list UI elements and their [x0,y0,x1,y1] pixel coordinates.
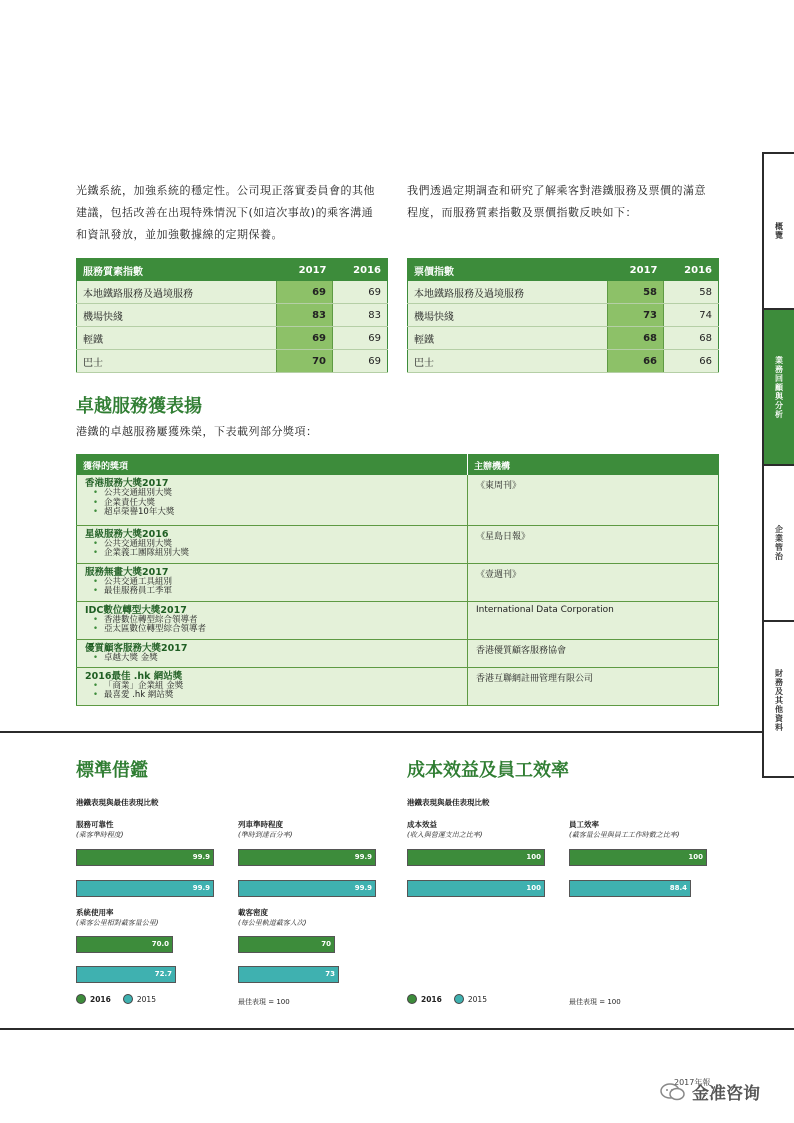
award-organizer: International Data Corporation [468,601,719,639]
row-label: 巴士 [408,350,608,373]
award-title: 優質顧客服務大獎2017 [85,642,188,654]
bar-2015 [76,880,214,897]
metric-label: 成本效益 [407,820,437,829]
table-header: 服務質素指數 [77,259,277,282]
award-item: • 最喜愛 .hk 網站獎 [85,691,461,701]
page-footer: 2017年報 [674,1078,711,1087]
metric-label: 載客密度 [238,908,268,917]
bar-value-label: 88.4 [669,884,687,892]
metric-sublabel: (收入與營運支出之比率) [407,831,483,839]
metric-system-utilisation [76,908,218,928]
table-row [408,350,719,373]
bar-value-label: 70.0 [151,940,169,948]
award-item: • 「商業」企業組 金獎 [85,682,461,692]
value-2016: 74 [664,304,719,327]
table-row [77,639,719,667]
value-2016: 69 [333,350,388,373]
value-2016: 68 [664,327,719,350]
table-row [408,281,719,304]
side-tab-label: 業務回顧與分析 [774,355,784,419]
table-row [408,304,719,327]
award-organizer: 《壹週刊》 [468,563,719,601]
award-title: 香港服務大獎2017 [85,478,169,489]
cost-legend [407,994,487,1004]
bar-value-label: 73 [325,970,335,978]
award-item: • 公共交通組別大獎 [85,540,461,550]
bar-2016 [238,936,335,953]
benchmark-legend [76,994,156,1004]
value-2017: 69 [277,327,333,350]
row-label: 輕鐵 [77,327,277,350]
bar-value-label: 100 [688,853,703,861]
side-tab-financial[interactable] [764,622,794,778]
side-tab-label: 概覽 [774,222,784,240]
bar-value-label: 72.7 [154,970,172,978]
award-item: • 亞太區數位轉型綜合領導者 [85,625,461,635]
value-2016: 69 [333,327,388,350]
bar-2016 [76,936,173,953]
award-item: • 卓越大獎 金獎 [85,654,461,664]
legend-swatch-2015 [454,994,464,1004]
value-2017: 69 [277,281,333,304]
metric-cost-efficiency [407,820,549,840]
value-2016: 83 [333,304,388,327]
legend-label: 2016 [421,994,442,1004]
bar-value-label: 100 [526,884,541,892]
award-item: • 超卓榮譽10年大獎 [85,508,461,518]
legend-swatch-2016 [76,994,86,1004]
award-item: • 香港數位轉型綜合領導者 [85,616,461,626]
metric-sublabel: (載客量公里與員工工作時數之比率) [569,831,680,839]
legend-label: 2015 [136,994,156,1004]
side-tab-business-review[interactable] [764,310,794,466]
cost-efficiency-title: 成本效益及員工效率 [407,760,569,781]
side-tab-label: 企業管治 [774,525,784,561]
awards-intro: 港鐵的卓越服務屢獲殊榮，下表載列部分獎項： [76,425,318,438]
wechat-icon [660,1082,686,1102]
metric-sublabel: (乘客公里相對載客量公里) [76,919,159,927]
table-row [77,667,719,705]
cost-subtitle: 港鐵表現與最佳表現比較 [407,798,490,807]
award-organizer: 《星島日報》 [468,525,719,563]
bar-2016 [238,849,376,866]
bar-value-label: 99.9 [192,884,210,892]
table-header: 主辦機構 [468,455,719,476]
bar-2016 [76,849,214,866]
table-header: 2016 [333,259,388,282]
intro-left-line: 建議，包括改善在出現特殊情況下(如這次事故)的乘客溝通 [76,206,374,219]
bar-2015 [238,966,339,983]
bar-value-label: 70 [321,940,331,948]
bar-2015 [569,880,691,897]
table-header: 2017 [277,259,333,282]
awards-table [76,454,719,706]
value-2017: 58 [608,281,664,304]
metric-label: 系統使用率 [76,908,114,917]
cost-note: 最佳表現 = 100 [569,998,621,1006]
row-label: 本地鐵路服務及過境服務 [77,281,277,304]
watermark [660,1079,760,1104]
bar-value-label: 99.9 [354,884,372,892]
benchmark-note: 最佳表現 = 100 [238,998,290,1006]
row-label: 機場快綫 [77,304,277,327]
award-item: • 最佳服務員工季軍 [85,587,461,597]
watermark-text: 金准咨询 [692,1084,760,1104]
legend-swatch-2015 [123,994,133,1004]
intro-left-line: 光鐵系統，加強系統的穩定性。公司現正落實委員會的其他 [76,184,375,197]
value-2016: 66 [664,350,719,373]
table-header: 票價指數 [408,259,608,282]
bar-2015 [76,966,176,983]
benchmark-title: 標準借鑑 [76,760,148,781]
bar-value-label: 100 [526,853,541,861]
row-label: 巴士 [77,350,277,373]
award-title: 2016最佳 .hk 網站獎 [85,670,183,682]
award-item: • 公共交通組別大獎 [85,489,461,499]
bar-2016 [407,849,545,866]
award-item: • 企業責任大獎 [85,499,461,509]
metric-train-punctuality [238,820,380,840]
award-organizer: 香港優質顧客服務協會 [468,639,719,667]
table-row [77,327,388,350]
bar-2015 [407,880,545,897]
row-label: 輕鐵 [408,327,608,350]
bar-2016 [569,849,707,866]
fare-index-table [407,258,719,373]
benchmark-subtitle: 港鐵表現與最佳表現比較 [76,798,159,807]
side-tab-governance[interactable] [764,466,794,622]
table-row [77,350,388,373]
metric-staff-efficiency [569,820,729,840]
metric-sublabel: (每公里軌道載客人次) [238,919,307,927]
bar-2015 [238,880,376,897]
metric-passenger-density [238,908,380,928]
metric-sublabel: (準時到達百分率) [238,831,293,839]
value-2016: 69 [333,281,388,304]
row-label: 本地鐵路服務及過境服務 [408,281,608,304]
table-row [77,563,719,601]
intro-right-line: 我們透過定期調查和研究了解乘客對港鐵服務及票價的滿意 [407,184,706,197]
section-divider [0,731,762,733]
value-2017: 68 [608,327,664,350]
value-2016: 58 [664,281,719,304]
side-tab-overview[interactable] [764,154,794,310]
award-item: • 企業義工團隊組別大獎 [85,549,461,559]
metric-label: 列車準時程度 [238,820,283,829]
legend-swatch-2016 [407,994,417,1004]
table-header: 2017 [608,259,664,282]
award-title: 服務無畫大獎2017 [85,566,169,578]
side-tab-label: 財務及其他資料 [774,668,784,732]
table-header: 2016 [664,259,719,282]
section-divider [0,1028,794,1030]
metric-label: 員工效率 [569,820,599,829]
row-label: 機場快綫 [408,304,608,327]
award-title: IDC數位轉型大獎2017 [85,604,187,616]
table-row [77,525,719,563]
award-item: • 公共交通工具組別 [85,578,461,588]
legend-label: 2016 [90,994,111,1004]
value-2017: 73 [608,304,664,327]
metric-sublabel: (乘客準時程度) [76,831,124,839]
intro-right-line: 程度，而服務質素指數及票價指數反映如下： [407,206,637,219]
award-title: 星級服務大獎2016 [85,528,169,540]
intro-left-line: 和資訊發放，並加強數據線的定期保養。 [76,228,283,241]
award-organizer: 《東周刊》 [468,475,719,525]
side-navigation [762,152,794,778]
table-row [408,327,719,350]
table-row [77,281,388,304]
table-header: 獲得的獎項 [77,455,468,476]
table-row [77,601,719,639]
bar-value-label: 99.9 [192,853,210,861]
table-row [77,304,388,327]
service-quality-table [76,258,388,373]
value-2017: 83 [277,304,333,327]
bar-value-label: 99.9 [354,853,372,861]
intro-right-paragraph [407,180,723,224]
metric-label: 服務可靠性 [76,820,114,829]
intro-left-paragraph [76,180,392,246]
metric-service-reliability [76,820,218,840]
value-2017: 70 [277,350,333,373]
table-row [77,475,719,525]
legend-label: 2015 [467,994,487,1004]
award-organizer: 香港互聯網註冊管理有限公司 [468,667,719,705]
value-2017: 66 [608,350,664,373]
awards-section-title: 卓越服務獲表揚 [76,396,202,417]
